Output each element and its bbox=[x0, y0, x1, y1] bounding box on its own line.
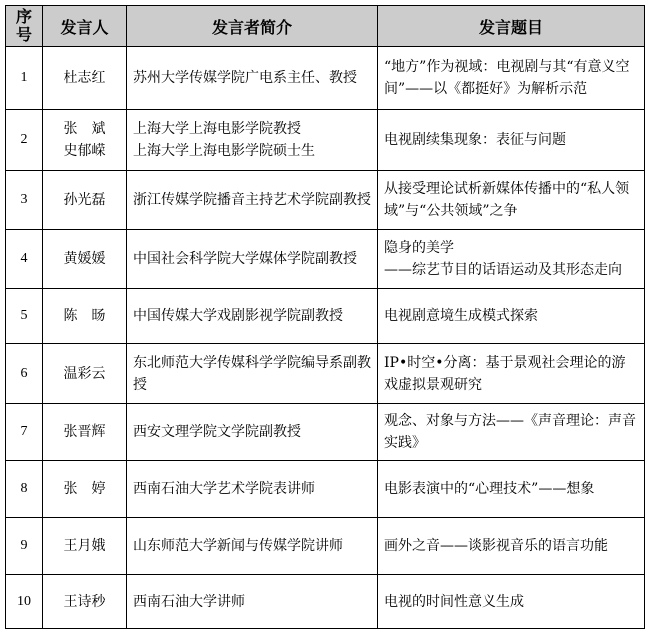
table-row bbox=[6, 230, 645, 289]
speaker-bio bbox=[127, 110, 378, 171]
table-row bbox=[6, 575, 645, 629]
row-number: 9 bbox=[6, 518, 43, 575]
talk-topic: 电视剧意境生成模式探索 bbox=[378, 289, 645, 344]
speaker-bio: 西南石油大学讲师 bbox=[127, 575, 378, 629]
talk-topic-line: ——综艺节目的话语运动及其形态走向 bbox=[384, 262, 622, 278]
header-number-line1: 序 bbox=[15, 7, 32, 26]
speaker-name: 杜志红 bbox=[43, 47, 127, 110]
header-number bbox=[6, 6, 43, 47]
talk-topic: 电视剧续集现象：表征与问题 bbox=[378, 110, 645, 171]
talk-topic: IP•时空•分离：基于景观社会理论的游戏虚拟景观研究 bbox=[378, 344, 645, 404]
talk-topic: 观念、对象与方法——《声音理论：声音实践》 bbox=[378, 404, 645, 461]
talk-topic: 画外之音——谈影视音乐的语言功能 bbox=[378, 518, 645, 575]
speaker-name: 陈 旸 bbox=[43, 289, 127, 344]
speaker-schedule-table bbox=[5, 5, 645, 629]
speaker-bio: 苏州大学传媒学院广电系主任、教授 bbox=[127, 47, 378, 110]
row-number: 6 bbox=[6, 344, 43, 404]
row-number: 10 bbox=[6, 575, 43, 629]
row-number: 2 bbox=[6, 110, 43, 171]
table-row bbox=[6, 404, 645, 461]
speaker-name-line: 史郁嵘 bbox=[63, 143, 106, 159]
header-number-line2: 号 bbox=[15, 25, 32, 44]
speaker-bio: 中国传媒大学戏剧影视学院副教授 bbox=[127, 289, 378, 344]
row-number: 5 bbox=[6, 289, 43, 344]
table-body bbox=[6, 47, 645, 629]
speaker-bio: 西安文理学院文学院副教授 bbox=[127, 404, 378, 461]
speaker-name: 黄媛媛 bbox=[43, 230, 127, 289]
speaker-bio-line: 上海大学上海电影学院硕士生 bbox=[133, 143, 315, 159]
row-number: 1 bbox=[6, 47, 43, 110]
table-row bbox=[6, 461, 645, 518]
speaker-bio-line: 上海大学上海电影学院教授 bbox=[133, 121, 301, 137]
table-row bbox=[6, 344, 645, 404]
speaker-name: 王诗秒 bbox=[43, 575, 127, 629]
speaker-name: 张 婷 bbox=[43, 461, 127, 518]
speaker-name-line: 张 斌 bbox=[63, 121, 106, 137]
talk-topic: 电影表演中的“心理技术”——想象 bbox=[378, 461, 645, 518]
speaker-bio: 中国社会科学院大学媒体学院副教授 bbox=[127, 230, 378, 289]
table-row bbox=[6, 171, 645, 230]
talk-topic-line: 隐身的美学 bbox=[384, 240, 454, 256]
table-row bbox=[6, 289, 645, 344]
row-number: 3 bbox=[6, 171, 43, 230]
speaker-bio: 东北师范大学传媒科学学院编导系副教授 bbox=[127, 344, 378, 404]
table-header-row bbox=[6, 6, 645, 47]
row-number: 7 bbox=[6, 404, 43, 461]
table-row bbox=[6, 47, 645, 110]
speaker-bio: 浙江传媒学院播音主持艺术学院副教授 bbox=[127, 171, 378, 230]
header-speaker: 发言人 bbox=[43, 6, 127, 47]
talk-topic: 从接受理论试析新媒体传播中的“私人领域”与“公共领域”之争 bbox=[378, 171, 645, 230]
speaker-name: 温彩云 bbox=[43, 344, 127, 404]
speaker-bio: 西南石油大学艺术学院表讲师 bbox=[127, 461, 378, 518]
header-topic: 发言题目 bbox=[378, 6, 645, 47]
speaker-name bbox=[43, 110, 127, 171]
header-bio: 发言者简介 bbox=[127, 6, 378, 47]
talk-topic: “地方”作为视域：电视剧与其“有意义空间”——以《都挺好》为解析示范 bbox=[378, 47, 645, 110]
speaker-name: 孙光磊 bbox=[43, 171, 127, 230]
speaker-bio: 山东师范大学新闻与传媒学院讲师 bbox=[127, 518, 378, 575]
speaker-name: 张晋辉 bbox=[43, 404, 127, 461]
talk-topic: 电视的时间性意义生成 bbox=[378, 575, 645, 629]
row-number: 4 bbox=[6, 230, 43, 289]
table-row bbox=[6, 518, 645, 575]
speaker-name: 王月娥 bbox=[43, 518, 127, 575]
talk-topic bbox=[378, 230, 645, 289]
table-row bbox=[6, 110, 645, 171]
row-number: 8 bbox=[6, 461, 43, 518]
